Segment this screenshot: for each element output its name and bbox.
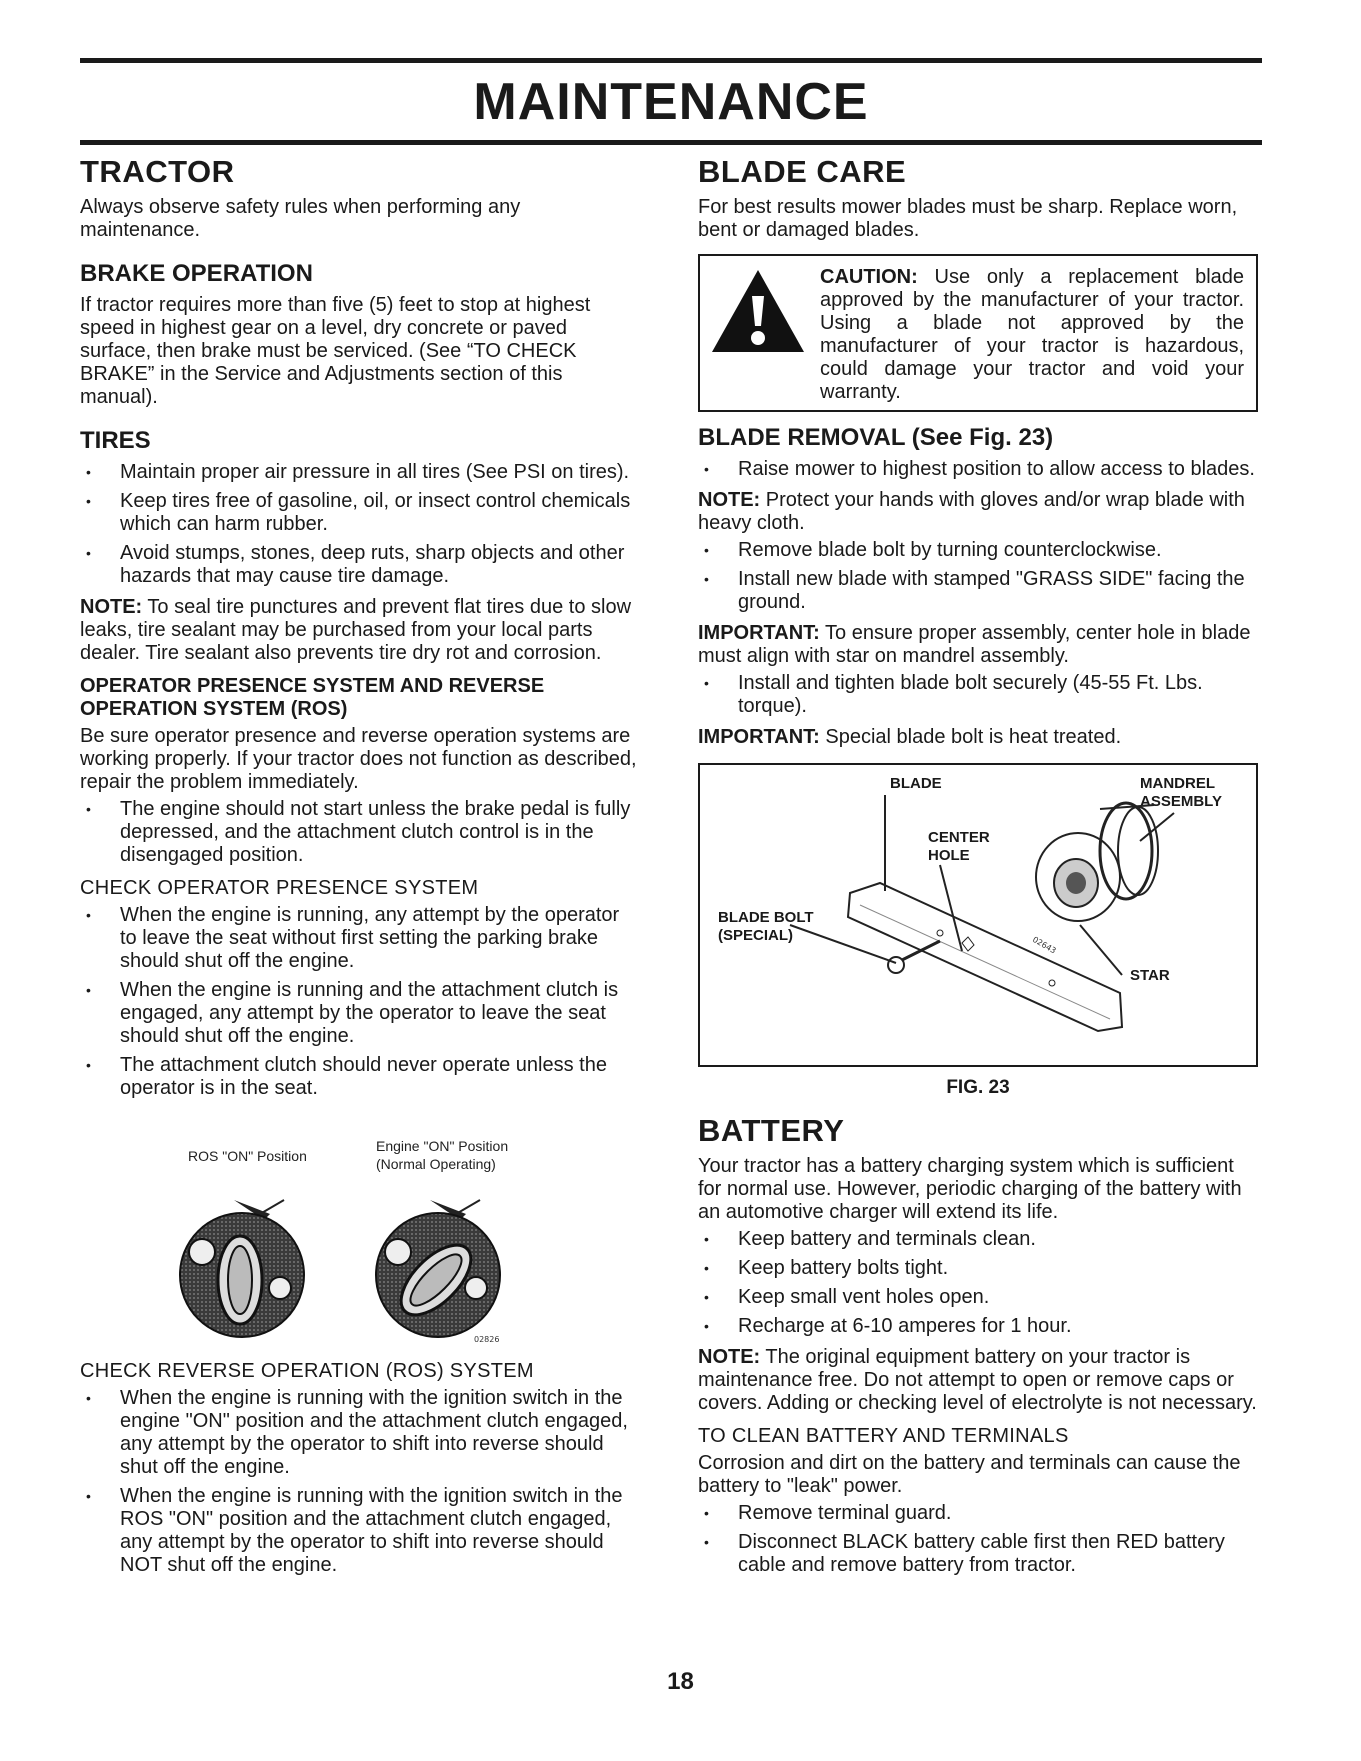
clean-battery-list [698,1502,1258,1577]
blade-mandrel-drawing-icon [700,765,1256,1061]
ros-figure-part-code: 02826 [474,1335,500,1344]
check-ops-list [80,904,640,1100]
blade-removal-heading: BLADE REMOVAL (See Fig. 23) [698,424,1054,451]
star-label: STAR [1130,967,1170,984]
ops-list [80,798,640,867]
list-item: • The engine should not start unless the brake pedal is fully depressed, and the attachment clutch control is in the disengaged position. [80,798,640,867]
ops-heading: OPERATOR PRESENCE SYSTEM AND REVERSE OPERATION SYSTEM (ROS) [80,675,545,720]
list-item: • Recharge at 6-10 amperes for 1 hour. [698,1315,1258,1338]
blade-removal-list-1 [698,458,1258,481]
normal-operating-label: (Normal Operating) [376,1156,496,1172]
note-text: Protect your hands with gloves and/or wrap blade with heavy cloth. [698,489,1245,534]
warning-triangle-icon [710,266,806,356]
important-center-hole [698,622,1258,668]
list-item: • Maintain proper air pressure in all tires (See PSI on tires). [80,461,640,484]
clean-battery-heading: TO CLEAN BATTERY AND TERMINALS [698,1425,1069,1447]
tires-list [80,461,640,588]
brake-operation-heading: BRAKE OPERATION [80,260,313,287]
left-column [80,150,640,1583]
list-item: • Raise mower to highest position to allow access to blades. [698,458,1258,481]
blade-removal-list-2 [698,539,1258,614]
note-label: NOTE: [80,596,143,618]
tires-heading: TIRES [80,427,151,454]
tractor-heading: TRACTOR [80,154,235,189]
list-item: • When the engine is running and the attachment clutch is engaged, any attempt by the operator to leave the seat should shut off the engine. [80,979,640,1048]
battery-text: Your tractor has a battery charging system which is sufficient for normal use. However, periodic charging of the battery with an automotive charger will extend its life. [698,1155,1242,1223]
engine-on-label: Engine "ON" Position [376,1138,509,1154]
assembly-label: ASSEMBLY [1140,793,1222,810]
check-ros-heading: CHECK REVERSE OPERATION (ROS) SYSTEM [80,1360,534,1382]
tires-note [80,596,640,665]
caution-label: CAUTION: [820,266,918,288]
ops-text: Be sure operator presence and reverse operation systems are working properly. If your tractor does not function as described, repair the problem immediately. [80,725,637,793]
right-column [698,150,1258,1583]
list-item: • Keep battery and terminals clean. [698,1228,1258,1251]
note-label: NOTE: [698,489,761,511]
important-label: IMPORTANT: [698,622,820,644]
tractor-intro: Always observe safety rules when performing any maintenance. [80,196,521,241]
engine-on-ignition-switch-icon [362,1180,512,1345]
ignition-switch-figure [80,1120,640,1350]
list-item: • Keep small vent holes open. [698,1286,1258,1309]
note-text: The original equipment battery on your tractor is maintenance free. Do not attempt to open or remove caps or covers. Adding or checking level of electrolyte is not necessary. [698,1346,1257,1414]
battery-list [698,1228,1258,1338]
top-rule [80,58,1262,63]
important-text: Special blade bolt is heat treated. [819,726,1122,748]
list-item: • When the engine is running with the ignition switch in the ROS "ON" position and the attachment clutch engaged, any attempt by the operator to shift into reverse should NOT shut off the engine. [80,1485,640,1577]
ros-on-label: ROS "ON" Position [188,1148,307,1164]
fig23-part-code: 02643 [1031,934,1058,956]
caution-body: Use only a replacement blade approved by the manufacturer of your tractor. Using a blade not approved by the manufacturer of your tractor is hazardous, could damage your tractor and void your warranty. [820,266,1244,403]
center-label: CENTER [928,829,990,846]
list-item: • The attachment clutch should never operate unless the operator is in the seat. [80,1054,640,1100]
list-item: • Keep battery bolts tight. [698,1257,1258,1280]
clean-battery-text: Corrosion and dirt on the battery and terminals can cause the battery to "leak" power. [698,1452,1241,1497]
list-item: • When the engine is running with the ignition switch in the engine "ON" position and the attachment clutch engaged, any attempt by the operator to shift into reverse should shut off the engine. [80,1387,640,1479]
caution-box [698,254,1258,412]
battery-note [698,1346,1258,1415]
important-label: IMPORTANT: [698,726,820,748]
battery-heading: BATTERY [698,1113,845,1148]
caution-text [820,266,1244,404]
ros-on-ignition-switch-icon [172,1180,312,1345]
blade-removal-list-3 [698,672,1258,718]
list-item: • When the engine is running, any attempt by the operator to leave the seat without first setting the parking brake should shut off the engine. [80,904,640,973]
hole-label: HOLE [928,847,970,864]
brake-operation-text: If tractor requires more than five (5) feet to stop at highest speed in highest gear on a level, dry concrete or paved surface, then brake must be serviced. (See “TO CHECK BRAKE” in the Service and Adjustments section of this manual). [80,294,591,408]
blade-label: BLADE [890,775,942,792]
list-item: • Remove blade bolt by turning counterclockwise. [698,539,1258,562]
blade-care-heading: BLADE CARE [698,154,907,189]
list-item: • Avoid stumps, stones, deep ruts, sharp objects and other hazards that may cause tire damage. [80,542,640,588]
check-ros-list [80,1387,640,1577]
check-ops-heading: CHECK OPERATOR PRESENCE SYSTEM [80,877,479,899]
blade-bolt-label: BLADE BOLT [718,909,814,926]
blade-assembly-figure [698,763,1258,1067]
important-heat-treated [698,726,1258,749]
list-item: • Install new blade with stamped "GRASS SIDE" facing the ground. [698,568,1258,614]
list-item: • Remove terminal guard. [698,1502,1258,1525]
note-text: To seal tire punctures and prevent flat tires due to slow leaks, tire sealant may be purchased from your local parts dealer. Tire sealant also prevents tire dry rot and corrosion. [80,596,632,664]
figure-caption: FIG. 23 [946,1077,1010,1098]
page-number: 18 [667,1668,694,1695]
blade-care-text: For best results mower blades must be sharp. Replace worn, bent or damaged blades. [698,196,1238,241]
blade-removal-note [698,489,1258,535]
list-item: • Disconnect BLACK battery cable first then RED battery cable and remove battery from tractor. [698,1531,1258,1577]
title-underline-rule [80,140,1262,145]
note-label: NOTE: [698,1346,761,1368]
important-text: To ensure proper assembly, center hole in blade must align with star on mandrel assembly. [698,622,1251,667]
list-item: • Keep tires free of gasoline, oil, or insect control chemicals which can harm rubber. [80,490,640,536]
mandrel-label: MANDREL [1140,775,1215,792]
list-item: • Install and tighten blade bolt securely (45-55 Ft. Lbs. torque). [698,672,1258,718]
special-label: (SPECIAL) [718,927,793,944]
page-title: MAINTENANCE [473,73,869,131]
